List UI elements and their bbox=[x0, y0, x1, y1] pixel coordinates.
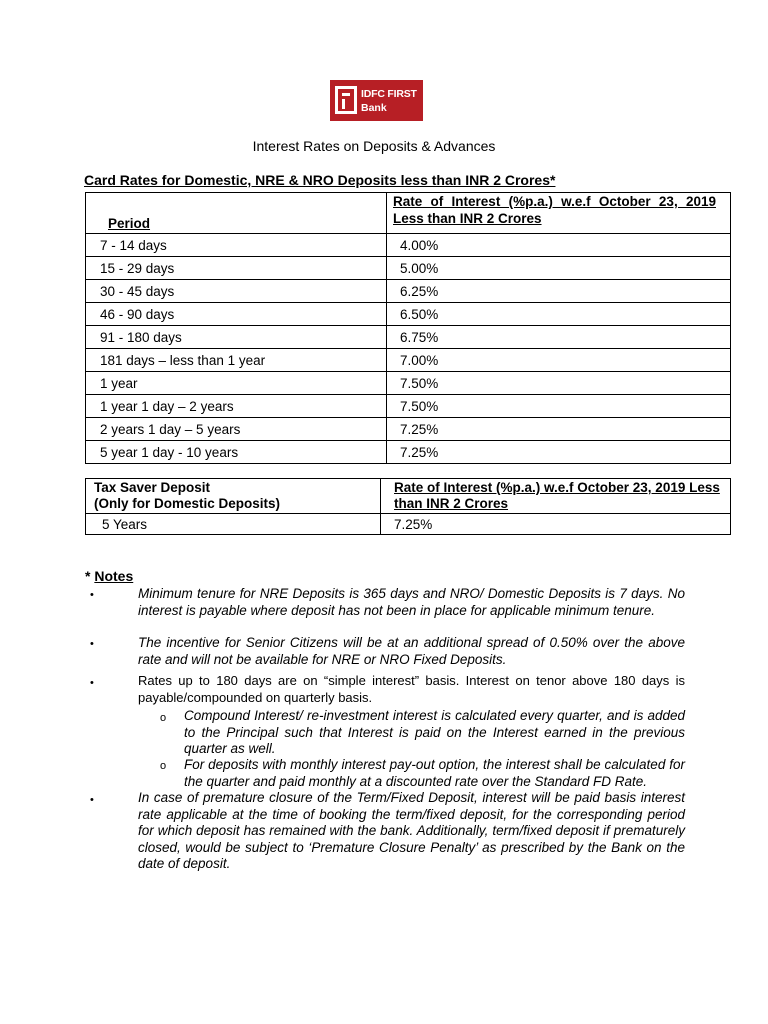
cell-period: 1 year 1 day – 2 years bbox=[86, 395, 387, 418]
logo-text-line1: IDFC FIRST bbox=[361, 88, 417, 100]
table-row bbox=[86, 326, 731, 349]
notes-title: Notes bbox=[94, 568, 134, 584]
cell-period: 5 year 1 day - 10 years bbox=[86, 441, 387, 464]
logo-text-line2: Bank bbox=[361, 102, 387, 114]
cell-period: 1 year bbox=[86, 372, 387, 395]
cell-rate: 7.50% bbox=[387, 395, 731, 418]
cell-rate: 6.50% bbox=[387, 303, 731, 326]
cell-rate: 5.00% bbox=[387, 257, 731, 280]
cell-period: 181 days – less than 1 year bbox=[86, 349, 387, 372]
tax-saver-subtitle: (Only for Domestic Deposits) bbox=[94, 496, 281, 511]
bank-logo-mark-icon bbox=[335, 86, 357, 114]
header-rate: Rate of Interest (%p.a.) w.e.f October 23, 2019 Less than INR 2 Crores bbox=[393, 194, 716, 226]
cell-rate: 6.25% bbox=[387, 280, 731, 303]
note-item: Minimum tenure for NRE Deposits is 365 days and NRO/ Domestic Deposits is 7 days. No interest is payable where deposit has not been in place for applicable minimum tenure. bbox=[138, 586, 685, 618]
cell-rate: 7.25% bbox=[387, 418, 731, 441]
bullet-icon: • bbox=[90, 794, 94, 806]
tax-saver-title: Tax Saver Deposit bbox=[94, 480, 211, 495]
deposit-rates-table bbox=[85, 192, 731, 464]
sub-bullet-icon: o bbox=[160, 760, 167, 772]
notes-heading bbox=[85, 568, 133, 584]
cell-period: 2 years 1 day – 5 years bbox=[86, 418, 387, 441]
cell-period: 91 - 180 days bbox=[86, 326, 387, 349]
table-header-row bbox=[86, 193, 731, 234]
sub-bullet-icon: o bbox=[160, 712, 167, 724]
cell-rate: 6.75% bbox=[387, 326, 731, 349]
tax-saver-rate-header: Rate of Interest (%p.a.) w.e.f October 23, 2019 Less than INR 2 Crores bbox=[394, 480, 720, 511]
table-row bbox=[86, 234, 731, 257]
table-row bbox=[86, 441, 731, 464]
tax-saver-table bbox=[85, 478, 731, 535]
cell-period: 30 - 45 days bbox=[86, 280, 387, 303]
cell-rate: 7.25% bbox=[381, 514, 731, 535]
table-header-row bbox=[86, 479, 731, 514]
note-sub-item: Compound Interest/ re-investment interest is calculated every quarter, and is added to the Principal such that Interest is paid on the Interest earned in the previous quarter as well. bbox=[184, 708, 685, 756]
table-row bbox=[86, 280, 731, 303]
table-row bbox=[86, 372, 731, 395]
bullet-icon: • bbox=[90, 677, 94, 689]
note-item: In case of premature closure of the Term/Fixed Deposit, interest will be paid basis interest rate applicable at the time of booking the term/fixed deposit, for the corresponding period for which deposit has remained with the bank. Additionally, term/fixed deposit if prematurely closed, would be subject to ‘Premature Closure Penalty’ as prescribed by the Bank on the date of deposit. bbox=[138, 790, 685, 871]
cell-period: 5 Years bbox=[102, 516, 148, 532]
table-row bbox=[86, 514, 731, 535]
note-sub-item: For deposits with monthly interest pay-out option, the interest shall be calculated for the quarter and paid monthly at a discounted rate over the Standard FD Rate. bbox=[184, 757, 685, 789]
note-item: Rates up to 180 days are on “simple interest” basis. Interest on tenor above 180 days is payable/compounded on quarterly basis. bbox=[138, 673, 685, 705]
cell-rate: 7.25% bbox=[387, 441, 731, 464]
table-row bbox=[86, 418, 731, 441]
bank-logo bbox=[330, 80, 423, 121]
table-row bbox=[86, 303, 731, 326]
table-row bbox=[86, 257, 731, 280]
bullet-icon: • bbox=[90, 589, 94, 601]
cell-rate: 4.00% bbox=[387, 234, 731, 257]
cell-period: 46 - 90 days bbox=[86, 303, 387, 326]
cell-rate: 7.50% bbox=[387, 372, 731, 395]
bullet-icon: • bbox=[90, 638, 94, 650]
note-item: The incentive for Senior Citizens will be at an additional spread of 0.50% over the above rate and will not be available for NRE or NRO Fixed Deposits. bbox=[138, 635, 685, 667]
cell-rate: 7.00% bbox=[387, 349, 731, 372]
header-period: Period bbox=[108, 216, 151, 231]
notes-star: * bbox=[85, 568, 91, 584]
table-row bbox=[86, 395, 731, 418]
section-heading: Card Rates for Domestic, NRE & NRO Deposits less than INR 2 Crores* bbox=[84, 172, 556, 188]
page-title: Interest Rates on Deposits & Advances bbox=[252, 138, 496, 154]
cell-period: 15 - 29 days bbox=[86, 257, 387, 280]
cell-period: 7 - 14 days bbox=[86, 234, 387, 257]
table-row bbox=[86, 349, 731, 372]
